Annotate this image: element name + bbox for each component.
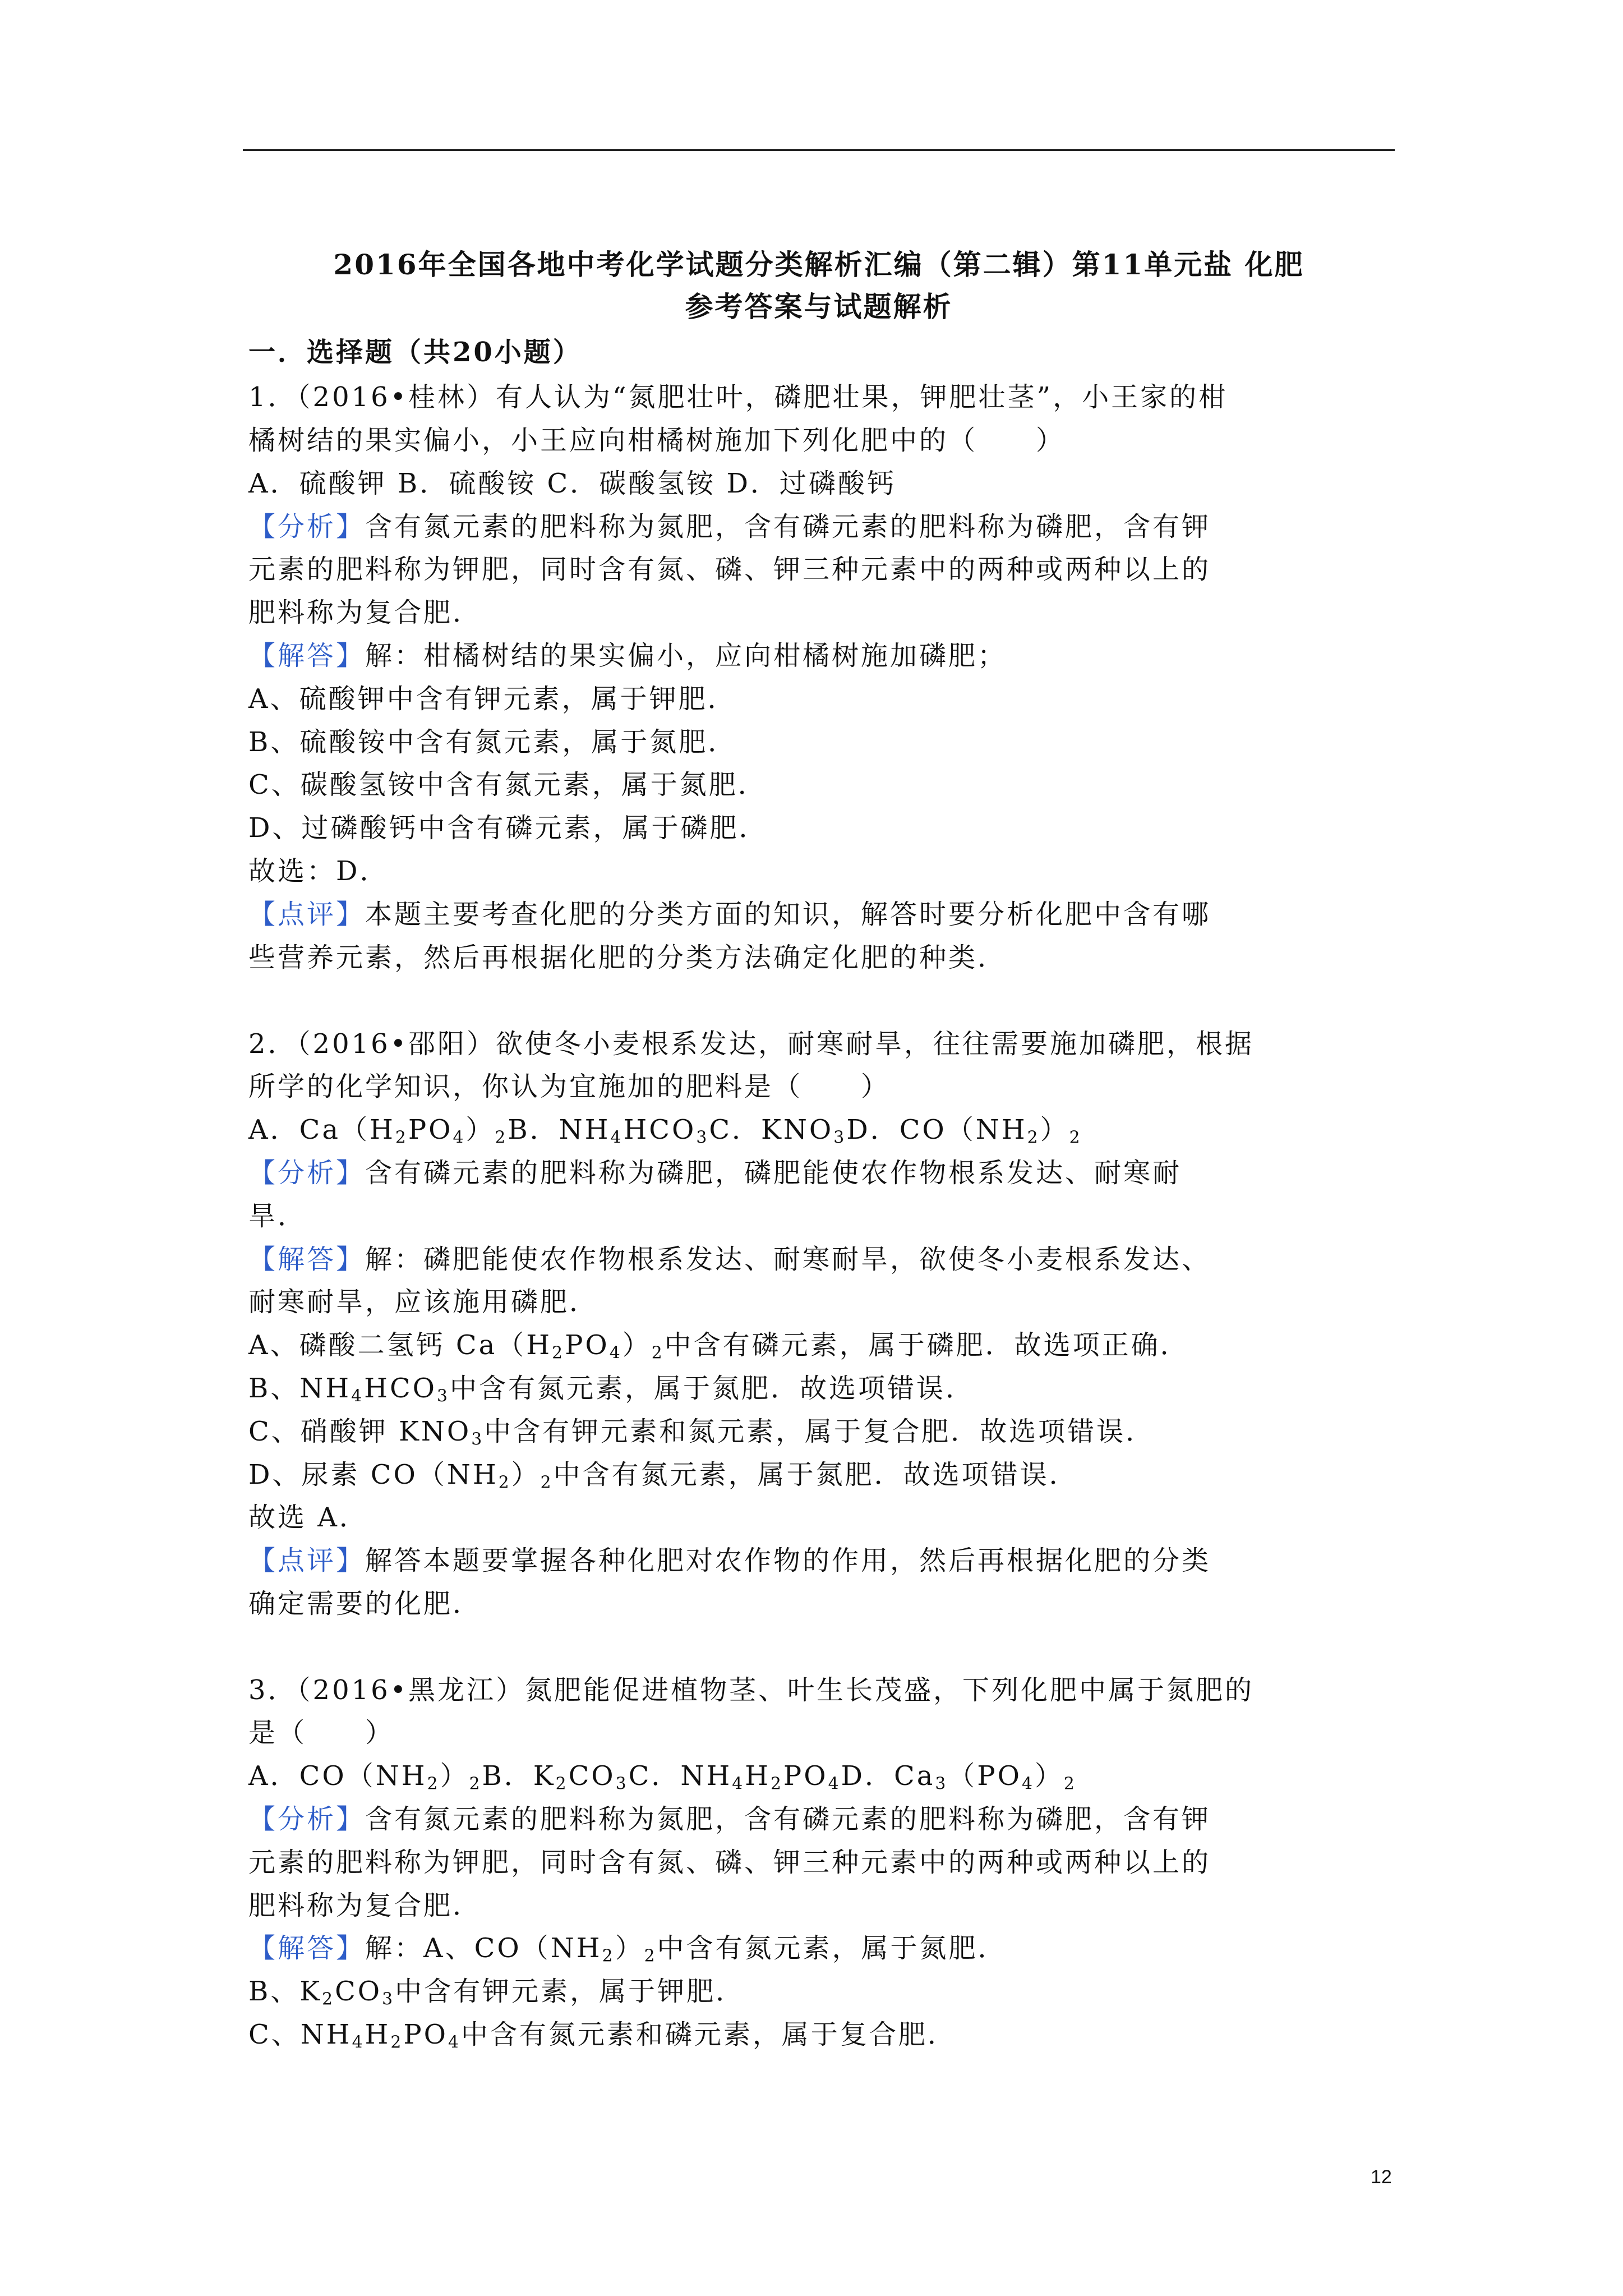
q1-answer-c: C、碳酸氢铵中含有氮元素，属于氮肥． bbox=[248, 769, 767, 800]
header-rule bbox=[243, 149, 1395, 151]
q2-answer-b: B、$NH_4HCO_3$中含有氮元素，属于氮肥．故选项错误． bbox=[248, 1373, 975, 1406]
q1-comment-line1: 【点评】本题主要考查化肥的分类方面的知识，解答时要分析化肥中含有哪 bbox=[248, 899, 1211, 930]
q1-choice: 故选：D． bbox=[248, 855, 389, 887]
q2-answer-line2: 耐寒耐旱，应该施用磷肥． bbox=[248, 1286, 599, 1318]
q1-comment-line2: 些营养元素，然后再根据化肥的分类方法确定化肥的种类． bbox=[248, 942, 1007, 973]
q2-answer-line1: 【解答】解：磷肥能使农作物根系发达、耐寒耐旱，欲使冬小麦根系发达、 bbox=[248, 1244, 1211, 1275]
page-number: 12 bbox=[1371, 2166, 1392, 2188]
q2-choice: 故选 A． bbox=[248, 1502, 368, 1533]
q2-answer-d: D、尿素 $CO(NH_2)_2$中含有氮元素，属于氮肥．故选项错误． bbox=[248, 1459, 1078, 1493]
comment-tag: 【点评】 bbox=[248, 899, 366, 930]
q1-answer-d: D、过磷酸钙中含有磷元素，属于磷肥． bbox=[248, 812, 768, 844]
q3-analysis-line2: 元素的肥料称为钾肥，同时含有氮、磷、钾三种元素中的两种或两种以上的 bbox=[248, 1847, 1211, 1878]
q2-analysis-line1: 【分析】含有磷元素的肥料称为磷肥，磷肥能使农作物根系发达、耐寒耐 bbox=[248, 1157, 1182, 1189]
q1-analysis-line3: 肥料称为复合肥． bbox=[248, 597, 482, 628]
q2-comment-line1: 【点评】解答本题要掌握各种化肥对农作物的作用，然后再根据化肥的分类 bbox=[248, 1545, 1211, 1576]
q2-answer-c: C、硝酸钾 $KNO_3$中含有钾元素和氮元素，属于复合肥．故选项错误． bbox=[248, 1416, 1155, 1450]
q2-comment-line2: 确定需要的化肥． bbox=[248, 1588, 482, 1619]
analysis-tag: 【分析】 bbox=[248, 1157, 366, 1189]
q1-analysis-line2: 元素的肥料称为钾肥，同时含有氮、磷、钾三种元素中的两种或两种以上的 bbox=[248, 554, 1211, 585]
analysis-tag: 【分析】 bbox=[248, 1803, 366, 1835]
q2-stem-line1: 2．（2016•邵阳）欲使冬小麦根系发达，耐寒耐旱，往往需要施加磷肥，根据 bbox=[248, 1028, 1255, 1060]
document-subtitle: 参考答案与试题解析 bbox=[685, 290, 953, 323]
section-heading: 一．选择题（共20小题） bbox=[248, 337, 582, 368]
comment-tag: 【点评】 bbox=[248, 1545, 366, 1576]
answer-tag: 【解答】 bbox=[248, 640, 366, 671]
q2-stem-line2: 所学的化学知识，你认为宜施加的肥料是（ ） bbox=[248, 1071, 891, 1102]
q3-analysis-line3: 肥料称为复合肥． bbox=[248, 1890, 482, 1921]
q1-answer-a: A、硫酸钾中含有钾元素，属于钾肥． bbox=[248, 683, 737, 715]
q3-answer-c: C、$NH_4H_2PO_4$中含有氮元素和磷元素，属于复合肥． bbox=[248, 2019, 957, 2053]
q3-stem-line2: 是（ ） bbox=[248, 1717, 395, 1749]
q2-options: A．$Ca(H_2PO_4)_2B$．$NH_4HCO_3C$．$KNO_3D$．$CO(NH_2)_2$ bbox=[248, 1114, 1082, 1148]
answer-tag: 【解答】 bbox=[248, 1932, 366, 1964]
q1-stem-line2: 橘树结的果实偏小，小王应向柑橘树施加下列化肥中的（ ） bbox=[248, 425, 1066, 456]
q1-answer-line1: 【解答】解：柑橘树结的果实偏小，应向柑橘树施加磷肥； bbox=[248, 640, 1007, 671]
q3-options: A．$CO(NH_2)_2B$．$K_2CO_3C$．$NH_4H_2PO_4D$．$Ca_3(PO_4)_2$ bbox=[248, 1760, 1077, 1794]
q3-analysis-line1: 【分析】含有氮元素的肥料称为氮肥，含有磷元素的肥料称为磷肥，含有钾 bbox=[248, 1803, 1211, 1835]
document-title: 2016年全国各地中考化学试题分类解析汇编（第二辑）第11单元盐 化肥 bbox=[333, 248, 1304, 281]
q1-answer-b: B、硫酸铵中含有氮元素，属于氮肥． bbox=[248, 726, 737, 758]
q1-options: A．硫酸钾 B．硫酸铵 C．碳酸氢铵 D．过磷酸钙 bbox=[248, 468, 896, 499]
analysis-tag: 【分析】 bbox=[248, 511, 366, 542]
q1-stem-line1: 1．（2016•桂林）有人认为“氮肥壮叶，磷肥壮果，钾肥壮茎”，小王家的柑 bbox=[248, 381, 1228, 413]
q3-answer-line1: 【解答】解：A、$CO(NH_2)_2$中含有氮元素，属于氮肥． bbox=[248, 1932, 1007, 1966]
q3-answer-b: B、$K_2CO_3$中含有钾元素，属于钾肥． bbox=[248, 1976, 745, 2009]
answer-tag: 【解答】 bbox=[248, 1244, 366, 1275]
q2-answer-a: A、磷酸二氢钙 $Ca(H_2PO_4)_2$中含有磷元素，属于磷肥．故选项正确． bbox=[248, 1329, 1189, 1363]
q3-stem-line1: 3．（2016•黑龙江）氮肥能促进植物茎、叶生长茂盛，下列化肥中属于氮肥的 bbox=[248, 1674, 1255, 1706]
q1-analysis-line1: 【分析】含有氮元素的肥料称为氮肥，含有磷元素的肥料称为磷肥，含有钾 bbox=[248, 511, 1211, 542]
q2-analysis-line2: 旱． bbox=[248, 1200, 307, 1232]
